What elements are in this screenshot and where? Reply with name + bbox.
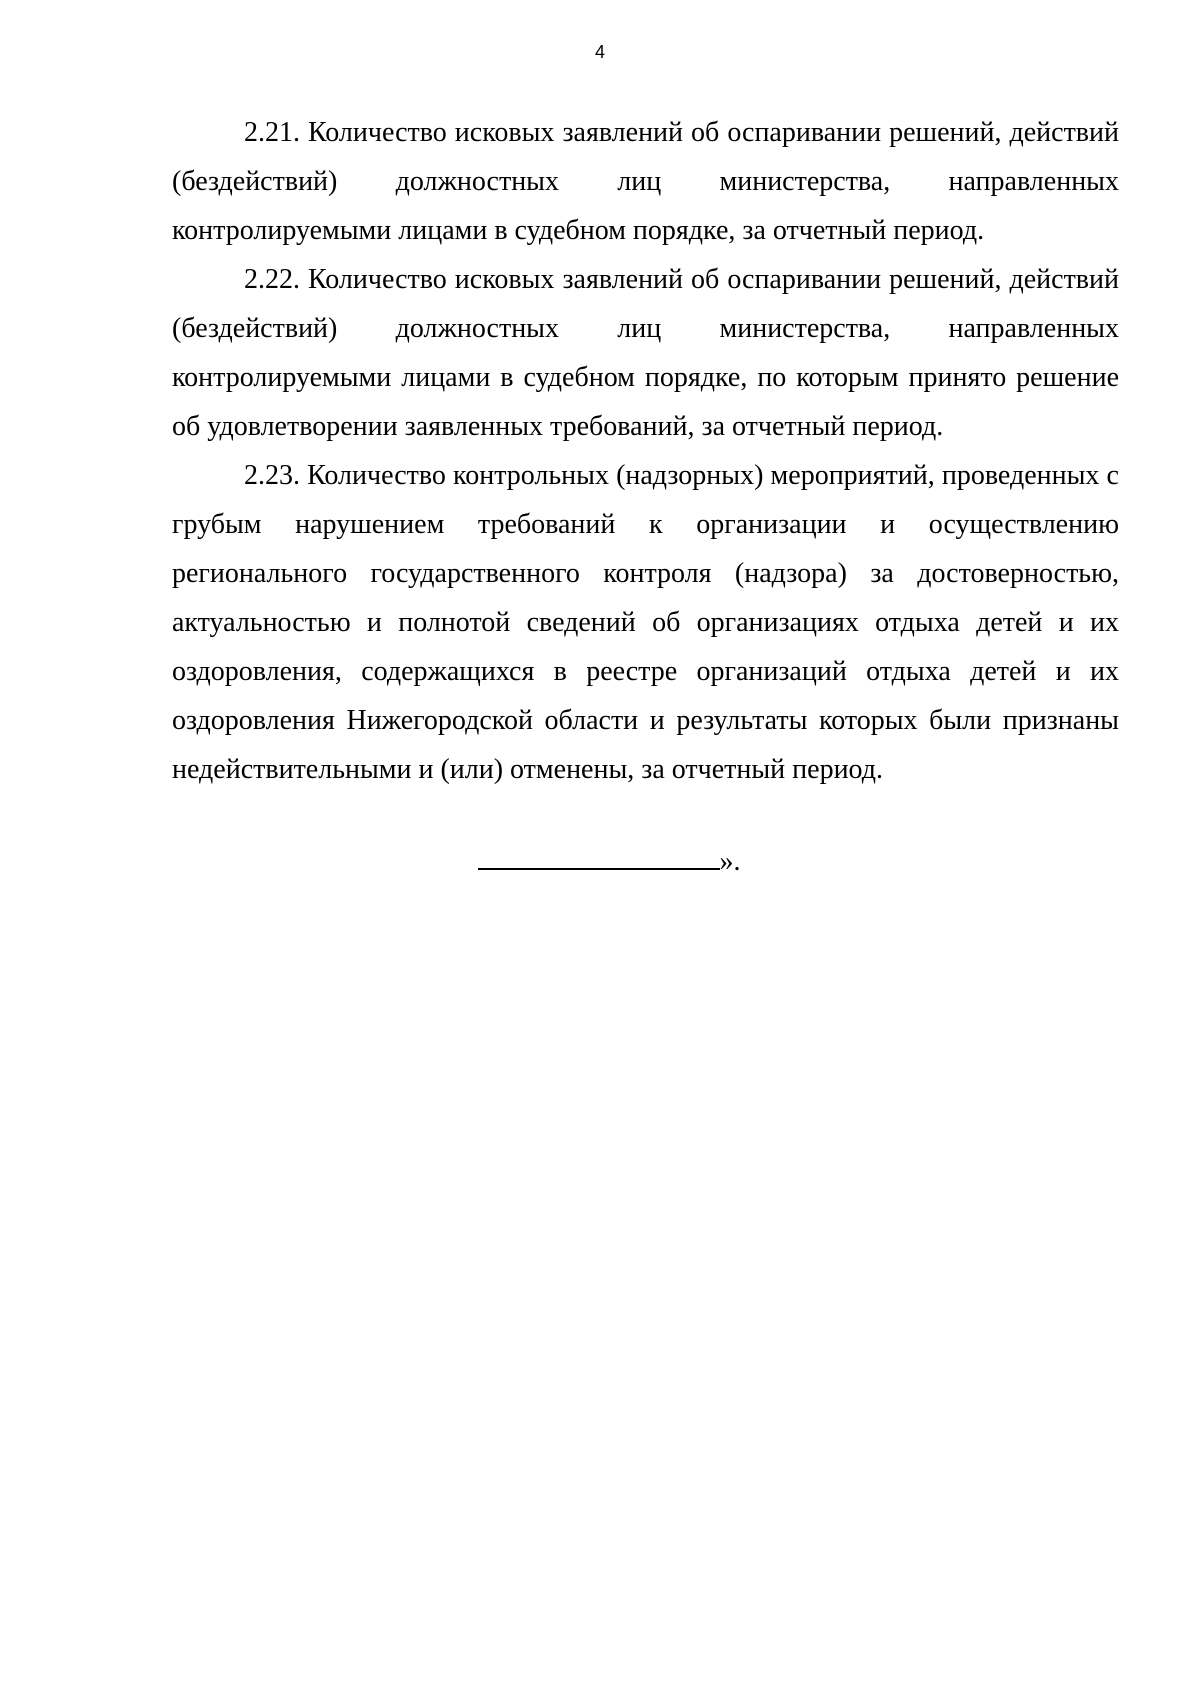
document-body (172, 108, 1119, 794)
page-number: 4 (594, 42, 605, 62)
paragraph-2-23: 2.23. Количество контрольных (надзорных) мероприятий, проведенных с грубым нарушением требований к организации и осуществлению регионального государственного контроля (надзора) за достоверностью, актуальностью и полнотой сведений об организациях отдыха детей и их оздоровления, содержащихся в реестре организаций отдыха детей и их оздоровления Нижегородской области и результаты которых были признаны недействительными и (или) отменены, за отчетный период. (172, 460, 1119, 785)
closing-quote: ». (719, 846, 741, 877)
closing-line (0, 842, 1200, 882)
closing-underline (478, 842, 720, 870)
paragraph-2-21: 2.21. Количество исковых заявлений об оспаривании решений, действий (бездействий) должностных лиц министерства, направленных контролируемыми лицами в судебном порядке, за отчетный период. (172, 117, 1119, 246)
paragraph-2-22: 2.22. Количество исковых заявлений об оспаривании решений, действий (бездействий) должностных лиц министерства, направленных контролируемыми лицами в судебном порядке, по которым принято решение об удовлетворении заявленных требований, за отчетный период. (172, 264, 1119, 442)
